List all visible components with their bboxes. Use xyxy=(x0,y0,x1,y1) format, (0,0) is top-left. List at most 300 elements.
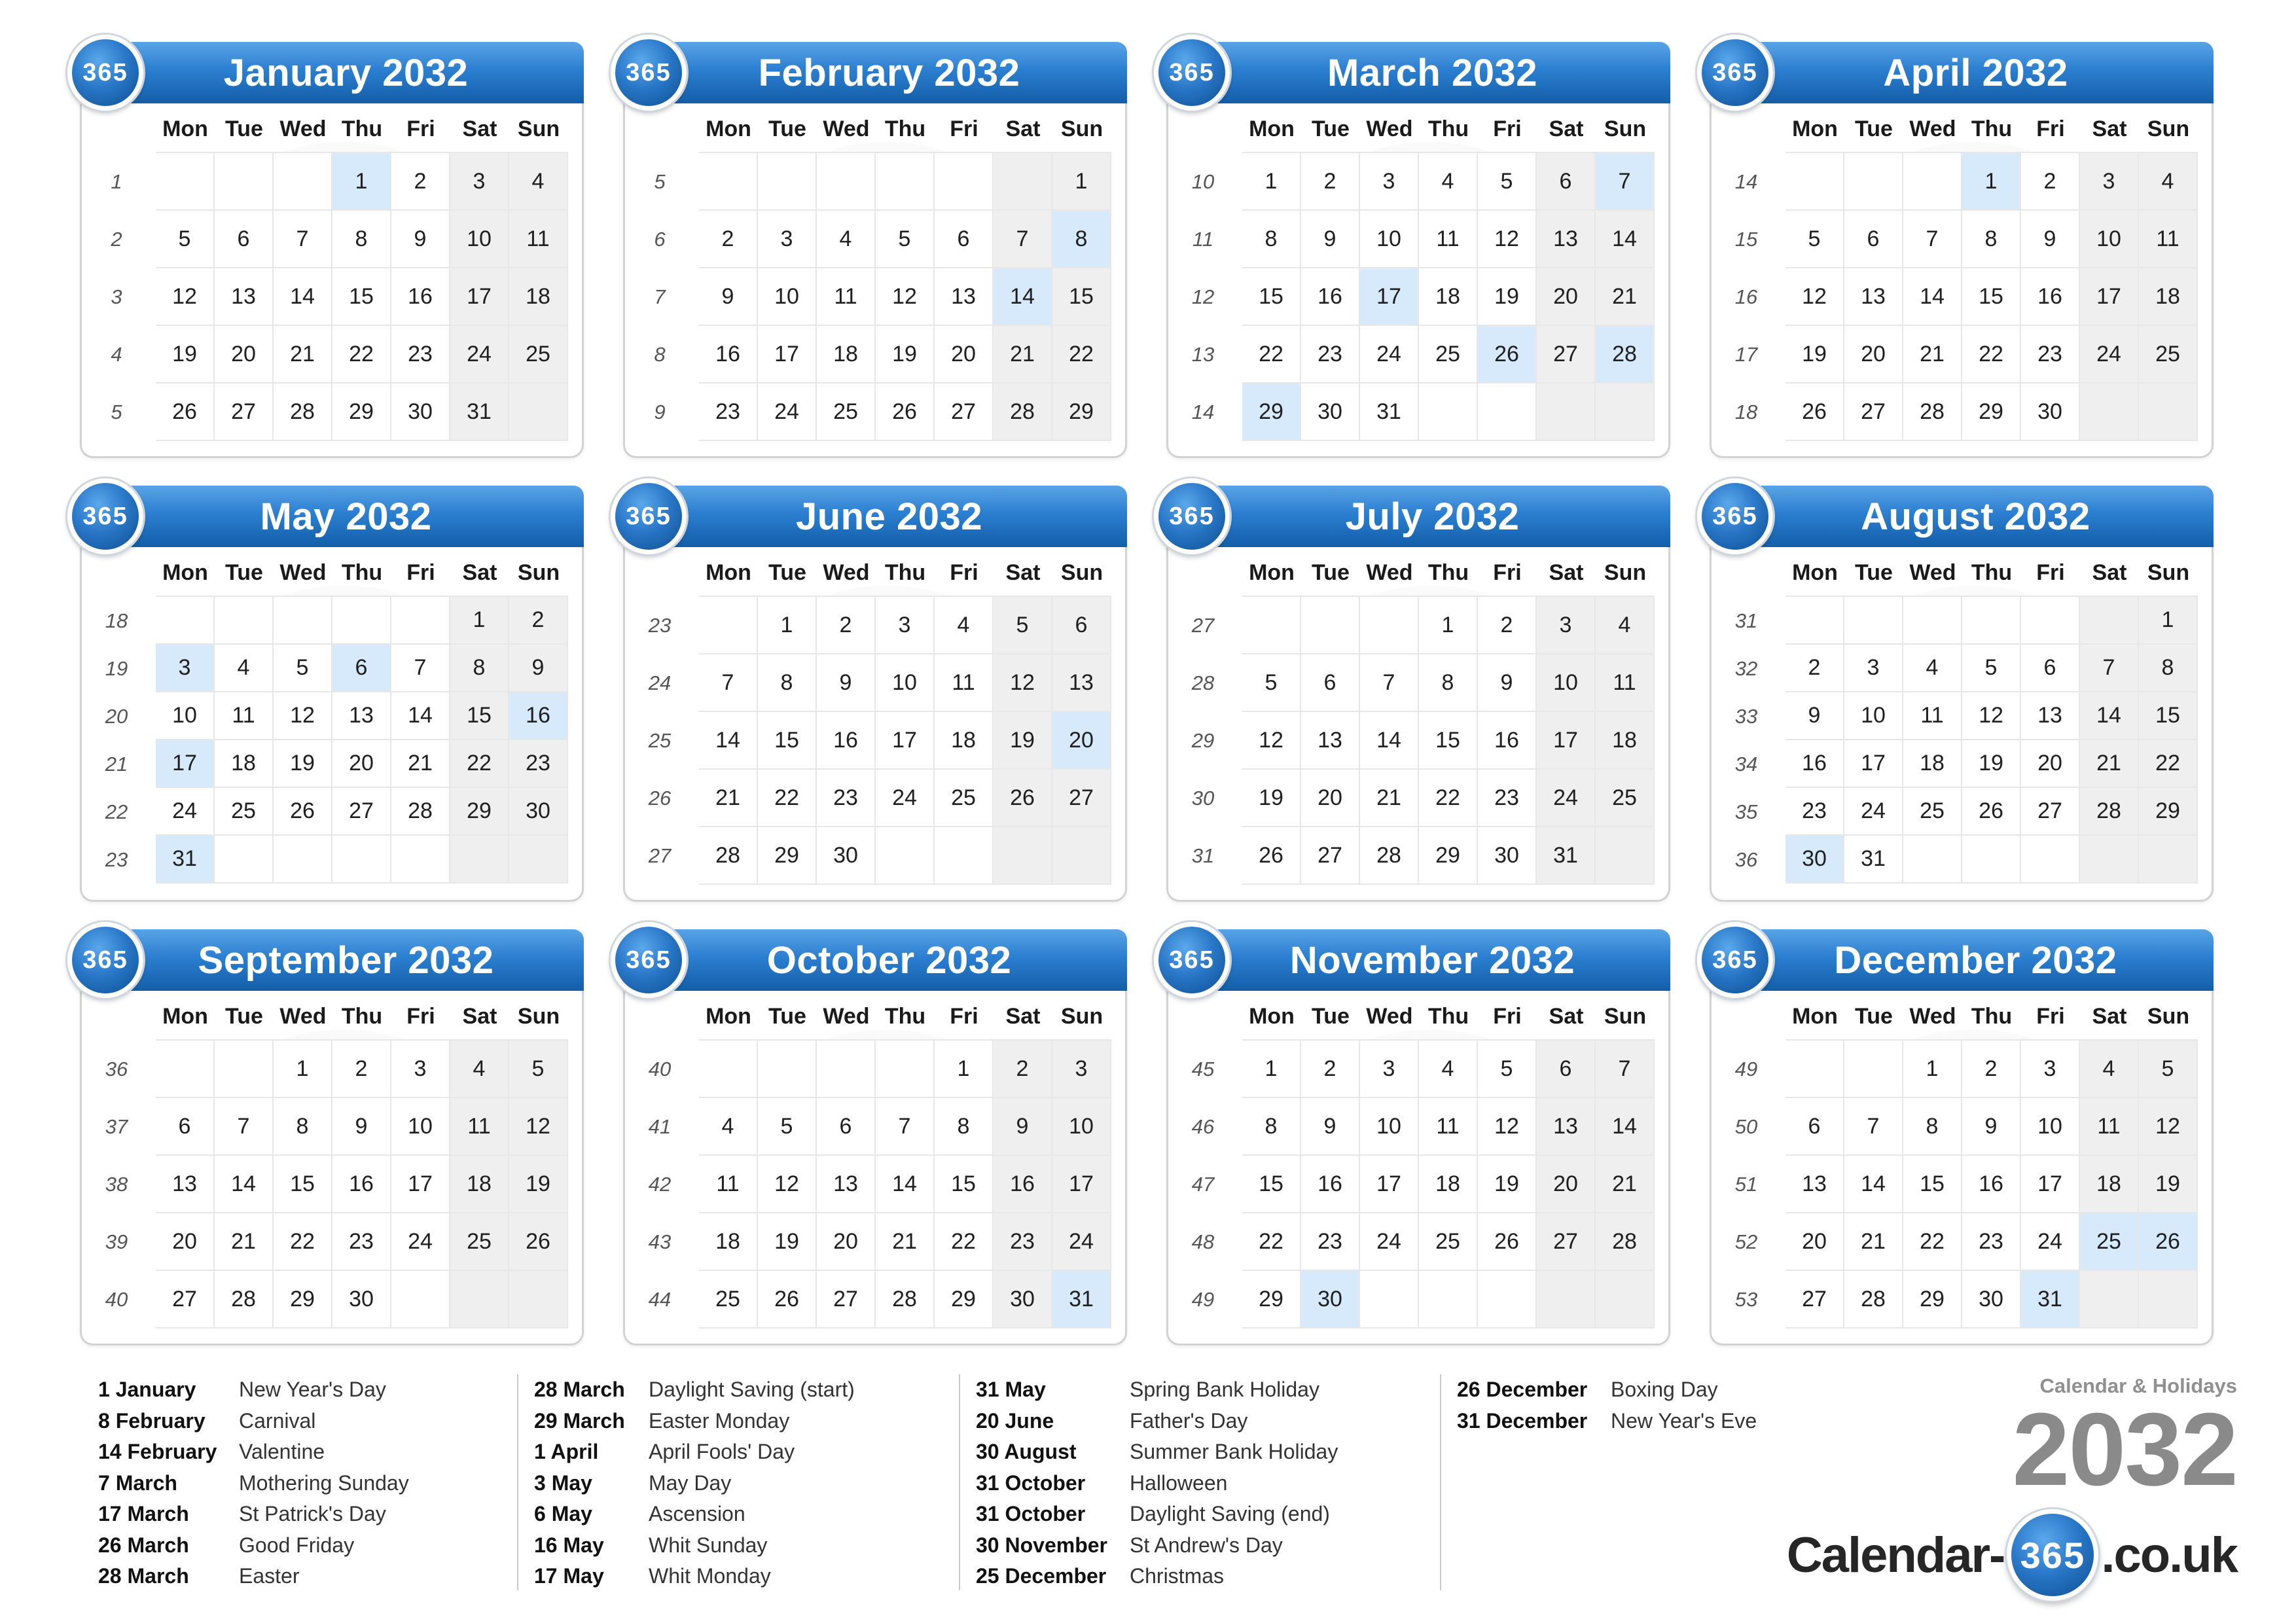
day-cell: 2 xyxy=(1301,153,1360,211)
day-cell: 9 xyxy=(817,654,876,712)
day-cell: 22 xyxy=(758,770,817,827)
day-cell-holiday: 6 xyxy=(332,645,391,692)
day-cell: 30 xyxy=(509,788,568,836)
day-cell: 22 xyxy=(1242,326,1301,383)
day-cell: 27 xyxy=(1301,827,1360,885)
day-cell: 16 xyxy=(699,326,758,383)
week-row xyxy=(1734,788,2198,836)
week-number: 18 xyxy=(1734,401,1758,423)
day-cell: 21 xyxy=(1844,1213,1903,1271)
week-row xyxy=(654,383,1111,441)
day-cell: 28 xyxy=(274,383,332,441)
week-row xyxy=(1734,597,2198,645)
weekday-label: Mon xyxy=(706,1004,751,1029)
day-cell: 6 xyxy=(1537,1041,1596,1098)
day-cell: 8 xyxy=(1242,211,1301,268)
week-number: 2 xyxy=(111,228,122,251)
day-cell: 26 xyxy=(1962,788,2021,836)
empty-cell xyxy=(1844,153,1903,211)
day-cell: 15 xyxy=(1242,268,1301,326)
day-cell: 12 xyxy=(1478,1098,1537,1156)
week-number: 3 xyxy=(111,285,122,308)
empty-cell xyxy=(2080,383,2139,441)
day-cell: 30 xyxy=(2021,383,2080,441)
day-cell: 10 xyxy=(2080,211,2139,268)
weekday-label: Wed xyxy=(1909,1004,1956,1029)
weekday-label: Fri xyxy=(406,560,435,585)
holiday-row xyxy=(976,1406,1338,1437)
holiday-row xyxy=(1457,1406,1757,1437)
month-card xyxy=(80,486,584,902)
holiday-name: Ascension xyxy=(649,1502,745,1526)
weekday-label: Sun xyxy=(2147,560,2190,585)
day-cell: 10 xyxy=(391,1098,450,1156)
week-number: 49 xyxy=(1734,1058,1758,1080)
holiday-date: 14 February xyxy=(98,1440,217,1464)
day-cell: 19 xyxy=(1478,268,1537,326)
day-cell: 12 xyxy=(994,654,1052,712)
weekday-label: Wed xyxy=(279,560,327,585)
day-cell: 24 xyxy=(156,788,215,836)
week-row xyxy=(1191,770,1655,827)
day-cell: 3 xyxy=(1360,1041,1419,1098)
week-number: 1 xyxy=(111,170,122,193)
weekday-header-row xyxy=(1242,997,1655,1036)
weekday-label: Wed xyxy=(1909,560,1956,585)
week-number: 23 xyxy=(648,614,672,637)
day-cell: 21 xyxy=(274,326,332,383)
day-cell: 18 xyxy=(215,740,274,788)
week-number: 5 xyxy=(111,401,122,423)
weekday-label: Tue xyxy=(1855,116,1893,141)
holiday-date: 20 June xyxy=(976,1408,1054,1433)
empty-cell xyxy=(1478,383,1537,441)
weekday-label: Fri xyxy=(2036,560,2065,585)
weekday-label: Wed xyxy=(279,1004,327,1029)
week-number: 22 xyxy=(105,800,128,823)
day-cell: 24 xyxy=(1844,788,1903,836)
empty-cell xyxy=(758,153,817,211)
badge-365-icon: 365 xyxy=(611,35,687,111)
week-number: 38 xyxy=(105,1173,128,1196)
week-number: 40 xyxy=(105,1288,128,1311)
day-cell: 17 xyxy=(2080,268,2139,326)
day-cell: 5 xyxy=(156,211,215,268)
weekday-label: Tue xyxy=(225,560,263,585)
weekday-label: Fri xyxy=(2036,1004,2065,1029)
day-cell: 21 xyxy=(1903,326,1962,383)
weekday-label: Sat xyxy=(1549,1004,1584,1029)
day-cell: 2 xyxy=(1301,1041,1360,1098)
day-cell: 15 xyxy=(1242,1156,1301,1213)
weekday-label: Thu xyxy=(1427,560,1469,585)
day-cell: 4 xyxy=(2139,153,2198,211)
day-cell: 21 xyxy=(1360,770,1419,827)
week-number: 47 xyxy=(1191,1173,1215,1196)
empty-cell xyxy=(391,836,450,883)
week-row xyxy=(648,1271,1111,1329)
week-row xyxy=(111,211,568,268)
day-cell: 13 xyxy=(1537,1098,1596,1156)
empty-cell xyxy=(1242,597,1301,654)
month-title: July 2032 xyxy=(1194,486,1670,547)
week-row xyxy=(105,1041,568,1098)
badge-365-icon: 365 xyxy=(1154,35,1230,111)
weekday-label: Wed xyxy=(1366,560,1413,585)
day-cell: 7 xyxy=(994,211,1052,268)
day-cell: 13 xyxy=(817,1156,876,1213)
brand-year: 2032 xyxy=(2012,1392,2237,1507)
week-row xyxy=(654,326,1111,383)
day-cell: 15 xyxy=(274,1156,332,1213)
day-cell: 4 xyxy=(450,1041,509,1098)
month-card xyxy=(1710,486,2214,902)
day-cell: 20 xyxy=(1537,1156,1596,1213)
weekday-label: Mon xyxy=(1249,560,1295,585)
holiday-row xyxy=(98,1561,409,1592)
empty-cell xyxy=(509,1271,568,1329)
week-row xyxy=(1191,153,1655,211)
weekday-label: Mon xyxy=(1249,116,1295,141)
week-row xyxy=(105,1098,568,1156)
week-row xyxy=(105,597,568,645)
week-number: 25 xyxy=(648,729,672,752)
weekday-label: Wed xyxy=(823,1004,870,1029)
month-card xyxy=(1166,486,1670,902)
day-cell: 8 xyxy=(2139,645,2198,692)
day-cell: 11 xyxy=(1419,1098,1478,1156)
week-row xyxy=(1191,268,1655,326)
day-cell: 14 xyxy=(699,712,758,770)
day-cell: 1 xyxy=(758,597,817,654)
day-cell: 17 xyxy=(391,1156,450,1213)
weekday-label: Sat xyxy=(462,116,497,141)
empty-cell xyxy=(758,1041,817,1098)
day-cell: 3 xyxy=(876,597,935,654)
day-cell: 21 xyxy=(391,740,450,788)
day-cell: 12 xyxy=(1478,211,1537,268)
day-cell: 17 xyxy=(758,326,817,383)
weekday-label: Mon xyxy=(162,560,208,585)
day-grid xyxy=(105,1039,568,1329)
day-cell: 11 xyxy=(2139,211,2198,268)
day-cell: 29 xyxy=(450,788,509,836)
month-card xyxy=(80,929,584,1346)
week-number: 31 xyxy=(1191,844,1215,867)
holiday-name: Easter xyxy=(239,1564,300,1588)
day-grid xyxy=(648,1039,1111,1329)
day-cell: 21 xyxy=(876,1213,935,1271)
day-cell: 7 xyxy=(2080,645,2139,692)
day-cell: 10 xyxy=(758,268,817,326)
day-cell: 24 xyxy=(2080,326,2139,383)
week-row xyxy=(1192,211,1655,268)
day-cell: 4 xyxy=(699,1098,758,1156)
day-cell: 25 xyxy=(699,1271,758,1329)
day-cell: 11 xyxy=(1596,654,1655,712)
day-cell: 13 xyxy=(332,692,391,740)
week-number: 19 xyxy=(105,657,128,680)
day-cell: 10 xyxy=(876,654,935,712)
month-title: October 2032 xyxy=(651,929,1127,991)
day-cell: 10 xyxy=(1360,211,1419,268)
week-row xyxy=(105,1156,568,1213)
empty-cell xyxy=(1785,1041,1844,1098)
day-cell: 5 xyxy=(1962,645,2021,692)
holiday-row xyxy=(1457,1374,1757,1406)
empty-cell xyxy=(1596,1271,1655,1329)
day-cell: 24 xyxy=(391,1213,450,1271)
day-cell: 19 xyxy=(1478,1156,1537,1213)
holiday-date: 26 March xyxy=(98,1533,189,1557)
day-cell: 22 xyxy=(332,326,391,383)
day-cell: 29 xyxy=(2139,788,2198,836)
week-row xyxy=(648,1098,1111,1156)
week-number: 51 xyxy=(1734,1173,1758,1196)
day-cell: 21 xyxy=(994,326,1052,383)
empty-cell xyxy=(1596,827,1655,885)
holiday-row xyxy=(534,1374,855,1406)
day-cell: 16 xyxy=(1962,1156,2021,1213)
day-cell: 13 xyxy=(1052,654,1111,712)
weekday-label: Thu xyxy=(1971,560,2013,585)
day-cell: 4 xyxy=(1903,645,1962,692)
empty-cell xyxy=(2021,597,2080,645)
empty-cell xyxy=(1903,836,1962,883)
week-number: 53 xyxy=(1734,1288,1758,1311)
day-cell: 4 xyxy=(1419,153,1478,211)
day-cell: 26 xyxy=(156,383,215,441)
day-cell: 19 xyxy=(876,326,935,383)
day-cell: 24 xyxy=(876,770,935,827)
weekday-label: Thu xyxy=(1427,116,1469,141)
empty-cell xyxy=(1962,836,2021,883)
day-cell: 3 xyxy=(391,1041,450,1098)
month-card xyxy=(1710,42,2214,458)
empty-cell xyxy=(1360,1271,1419,1329)
day-cell: 15 xyxy=(758,712,817,770)
week-number: 15 xyxy=(1734,228,1758,251)
empty-cell xyxy=(332,836,391,883)
day-cell: 9 xyxy=(509,645,568,692)
holiday-name: May Day xyxy=(649,1471,732,1495)
day-cell: 7 xyxy=(1360,654,1419,712)
empty-cell xyxy=(274,836,332,883)
day-cell: 12 xyxy=(156,268,215,326)
day-cell: 23 xyxy=(699,383,758,441)
day-cell: 23 xyxy=(1301,1213,1360,1271)
holiday-row xyxy=(98,1374,409,1406)
weekday-label: Wed xyxy=(1366,1004,1413,1029)
day-cell: 6 xyxy=(215,211,274,268)
day-cell: 19 xyxy=(758,1213,817,1271)
day-cell-holiday: 17 xyxy=(156,740,215,788)
day-cell: 13 xyxy=(935,268,994,326)
day-cell: 27 xyxy=(332,788,391,836)
holiday-name: Easter Monday xyxy=(649,1408,790,1433)
day-cell: 6 xyxy=(1537,153,1596,211)
site-logo[interactable] xyxy=(1787,1509,2237,1601)
day-cell: 25 xyxy=(1419,1213,1478,1271)
day-cell: 27 xyxy=(1844,383,1903,441)
day-cell: 4 xyxy=(935,597,994,654)
weekday-label: Thu xyxy=(884,116,926,141)
day-cell: 3 xyxy=(2080,153,2139,211)
week-row xyxy=(1734,1271,2198,1329)
holiday-date: 31 October xyxy=(976,1471,1086,1495)
day-grid xyxy=(1191,152,1655,441)
day-cell-holiday: 16 xyxy=(509,692,568,740)
day-cell: 24 xyxy=(450,326,509,383)
empty-cell xyxy=(1596,383,1655,441)
holiday-name: April Fools' Day xyxy=(649,1440,795,1464)
day-cell: 23 xyxy=(994,1213,1052,1271)
weekday-header-row xyxy=(1785,109,2198,149)
holiday-row xyxy=(976,1374,1338,1406)
weekday-header-row xyxy=(156,109,568,149)
week-row xyxy=(1734,153,2198,211)
day-cell: 18 xyxy=(817,326,876,383)
week-row xyxy=(1191,1098,1655,1156)
holiday-date: 31 December xyxy=(1457,1408,1588,1433)
week-row xyxy=(1734,383,2198,441)
day-cell: 2 xyxy=(391,153,450,211)
day-cell: 27 xyxy=(215,383,274,441)
weekday-label: Mon xyxy=(162,116,208,141)
day-cell: 31 xyxy=(1360,383,1419,441)
day-cell: 7 xyxy=(274,211,332,268)
day-cell: 16 xyxy=(2021,268,2080,326)
day-cell: 22 xyxy=(1903,1213,1962,1271)
weekday-label: Tue xyxy=(225,1004,263,1029)
day-grid xyxy=(105,596,568,883)
day-cell: 24 xyxy=(758,383,817,441)
day-cell: 14 xyxy=(215,1156,274,1213)
day-cell-holiday: 20 xyxy=(1052,712,1111,770)
day-cell: 21 xyxy=(1596,1156,1655,1213)
weekday-label: Thu xyxy=(341,116,383,141)
empty-cell xyxy=(1537,383,1596,441)
day-cell: 9 xyxy=(994,1098,1052,1156)
day-cell: 21 xyxy=(215,1213,274,1271)
brand-subtitle: Calendar & Holidays xyxy=(2039,1374,2237,1397)
day-cell: 26 xyxy=(1478,1213,1537,1271)
empty-cell xyxy=(876,827,935,885)
day-cell: 6 xyxy=(1785,1098,1844,1156)
empty-cell xyxy=(2080,1271,2139,1329)
holiday-row xyxy=(534,1436,855,1468)
holiday-name: Summer Bank Holiday xyxy=(1130,1440,1338,1464)
day-cell: 10 xyxy=(450,211,509,268)
day-grid xyxy=(1734,1039,2198,1329)
day-cell-holiday: 31 xyxy=(156,836,215,883)
day-cell: 13 xyxy=(1785,1156,1844,1213)
holiday-name: St Patrick's Day xyxy=(239,1502,386,1526)
holiday-name: Daylight Saving (start) xyxy=(649,1378,855,1402)
day-cell: 16 xyxy=(332,1156,391,1213)
holiday-date: 3 May xyxy=(534,1471,592,1495)
day-cell: 12 xyxy=(509,1098,568,1156)
day-cell: 16 xyxy=(1478,712,1537,770)
week-number: 9 xyxy=(654,401,666,423)
day-cell: 9 xyxy=(1785,692,1844,740)
day-cell: 9 xyxy=(1962,1098,2021,1156)
week-number: 7 xyxy=(654,285,666,308)
holiday-date: 26 December xyxy=(1457,1378,1588,1402)
weekday-label: Mon xyxy=(706,560,751,585)
week-row xyxy=(1734,836,2198,883)
day-cell: 26 xyxy=(994,770,1052,827)
day-cell: 3 xyxy=(1360,153,1419,211)
badge-365-icon: 365 xyxy=(67,35,143,111)
weekday-label: Sun xyxy=(1604,116,1647,141)
weekday-label: Wed xyxy=(823,560,870,585)
holiday-date: 30 November xyxy=(976,1533,1107,1557)
empty-cell xyxy=(2139,836,2198,883)
week-row xyxy=(1734,645,2198,692)
day-cell-holiday: 1 xyxy=(1962,153,2021,211)
week-number: 10 xyxy=(1191,170,1215,193)
day-cell: 25 xyxy=(450,1213,509,1271)
day-cell: 8 xyxy=(1419,654,1478,712)
day-cell: 22 xyxy=(450,740,509,788)
day-cell: 23 xyxy=(817,770,876,827)
day-cell: 12 xyxy=(2139,1098,2198,1156)
week-number: 30 xyxy=(1191,787,1215,810)
weekday-label: Fri xyxy=(1493,1004,1522,1029)
empty-cell xyxy=(1785,153,1844,211)
empty-cell xyxy=(1844,597,1903,645)
day-cell: 5 xyxy=(2139,1041,2198,1098)
day-cell: 29 xyxy=(1052,383,1111,441)
day-cell: 20 xyxy=(332,740,391,788)
week-row xyxy=(1191,1041,1655,1098)
week-number: 26 xyxy=(648,787,672,810)
empty-cell xyxy=(699,153,758,211)
day-cell: 26 xyxy=(1785,383,1844,441)
week-row xyxy=(1191,1271,1655,1329)
holiday-name: Whit Sunday xyxy=(649,1533,768,1557)
holiday-row xyxy=(98,1499,409,1530)
day-cell: 19 xyxy=(274,740,332,788)
day-cell: 18 xyxy=(509,268,568,326)
empty-cell xyxy=(2080,836,2139,883)
weekday-header-row xyxy=(156,553,568,592)
day-cell: 23 xyxy=(1301,326,1360,383)
weekday-label: Fri xyxy=(2036,116,2065,141)
weekday-label: Thu xyxy=(1971,116,2013,141)
day-cell: 25 xyxy=(1419,326,1478,383)
badge-365-icon: 365 xyxy=(67,922,143,998)
empty-cell xyxy=(699,597,758,654)
month-title: August 2032 xyxy=(1738,486,2214,547)
week-row xyxy=(648,1213,1111,1271)
day-cell: 20 xyxy=(2021,740,2080,788)
week-number: 43 xyxy=(648,1230,672,1253)
day-cell: 2 xyxy=(1785,645,1844,692)
holiday-name: Mothering Sunday xyxy=(239,1471,409,1495)
day-cell: 8 xyxy=(450,645,509,692)
week-number: 29 xyxy=(1191,729,1215,752)
month-card xyxy=(623,486,1127,902)
day-cell: 1 xyxy=(450,597,509,645)
brand-block xyxy=(1740,1372,2237,1607)
empty-cell xyxy=(1962,597,2021,645)
day-cell: 11 xyxy=(2080,1098,2139,1156)
week-row xyxy=(1734,1156,2198,1213)
week-number: 36 xyxy=(105,1058,128,1080)
logo-text-left: Calendar- xyxy=(1786,1527,2005,1583)
